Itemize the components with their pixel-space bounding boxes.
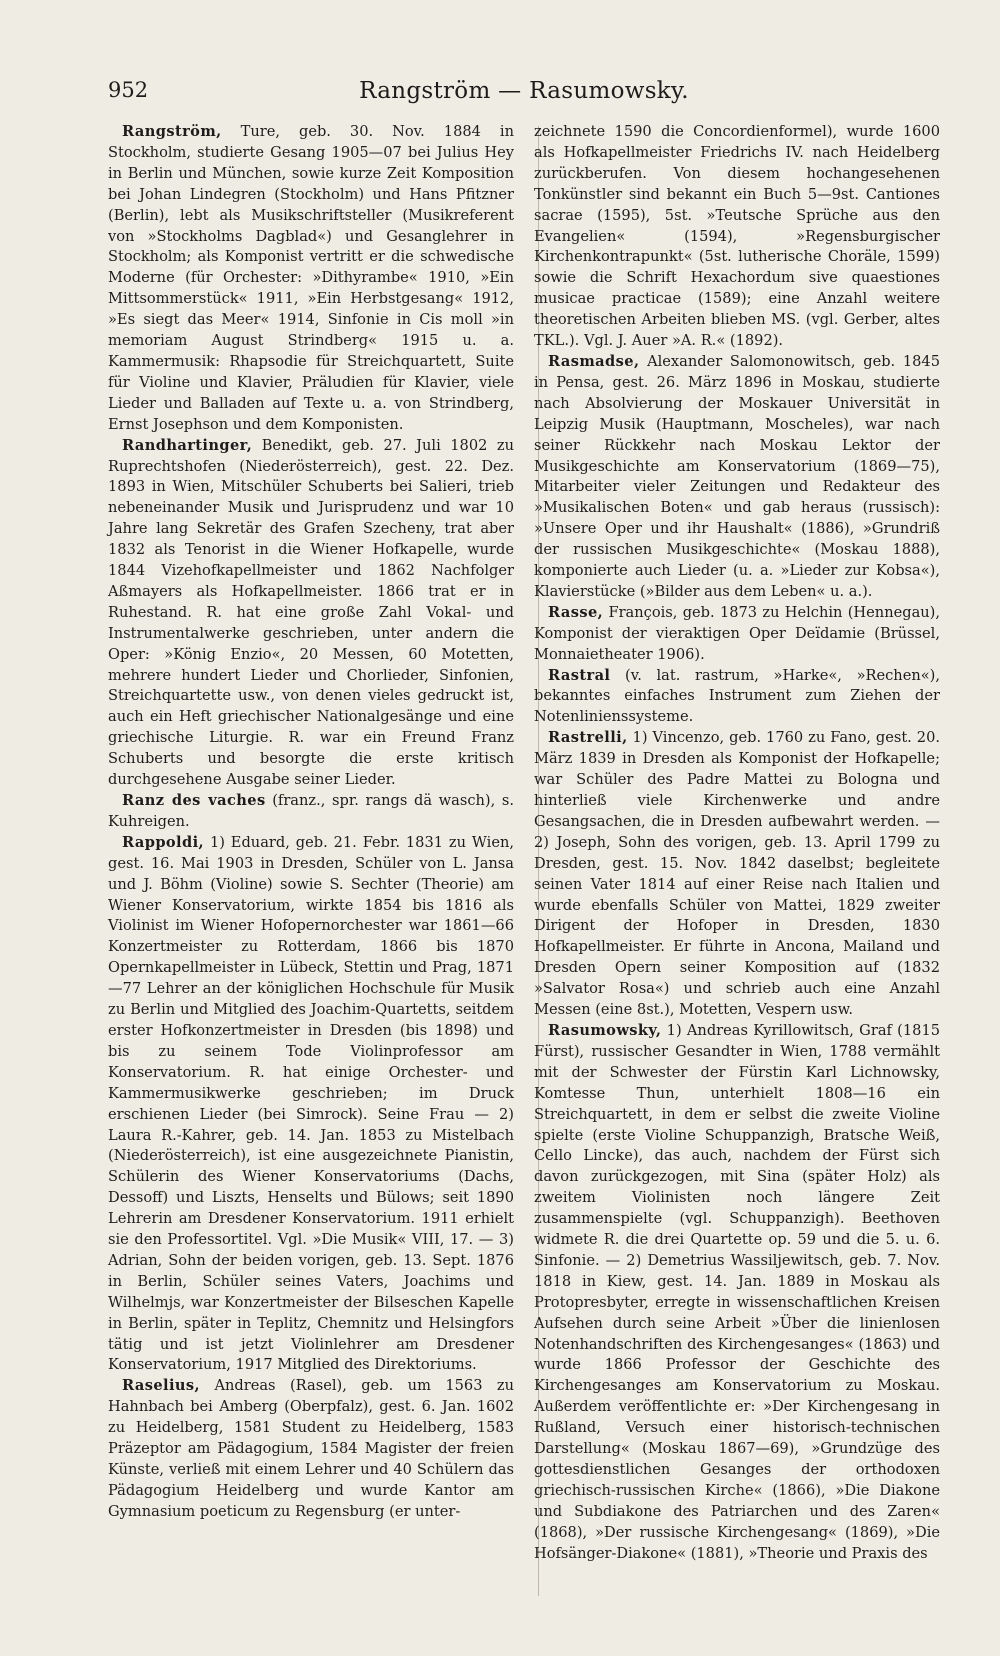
entry-headword: Ranz des vaches [122, 792, 266, 809]
entry-text: (v. lat. rastrum, »Harke«, »Rechen«), bekanntes einfaches Instrument zum Ziehen der Notenlinienssysteme. [534, 666, 941, 726]
dictionary-entry [534, 1021, 940, 1565]
dictionary-entry [108, 1376, 514, 1522]
entry-text: zeichnete 1590 die Concordienformel), wurde 1600 als Hofkapellmeister Friedrichs IV. nach Heidelberg zurückberufen. Von diesem hochangesehenen Tonkünstler sind bekannt ein Buch 5—9st. Cantiones sacrae (1595), 5st. »Teutsche Sprüche aus den Evangelien« (1594), »Regensburgischer Kirchenkontrapunkt« (5st. lutherische Choräle, 1599) sowie die Schrift Hexachordum sive quaestiones musicae practicae (1589); eine Anzahl weitere theoretischen Arbeiten blieben MS. (vgl. Gerber, altes TKL.). Vgl. J. Auer »A. R.« (1892). [534, 123, 940, 350]
dictionary-entry [534, 352, 940, 603]
entry-text: 1) Andreas Kyrillowitsch, Graf (1815 Fürst), russischer Gesandter in Wien, 1788 vermählt mit der Schwester der Fürstin Karl Lichnowsky, Komtesse Thun, unterhielt 1808—16 ein Streichquartett, in dem er selbst die zweite Violine spielte (erste Violine Schuppanzigh, Bratsche Weiß, Cello Lincke), das auch, nachdem der Fürst sich davon zurückgezogen, mit Sina (später Holz) als zweitem Violinisten noch längere Zeit zusammenspielte (vgl. Schuppanzigh). Beethoven widmete R. die drei Quartette op. 59 und die 5. u. 6. Sinfonie. — 2) Demetrius Wassiljewitsch, geb. 7. Nov. 1818 in Kiew, gest. 14. Jan. 1889 in Moskau als Protopresbyter, erregte in wissenschaftlichen Kreisen Aufsehen durch seine Arbeit »Über die linienlosen Notenhandschriften des Kirchengesanges« (1863) und wurde 1866 Professor der Geschichte des Kirchengesanges am Konservatorium zu Moskau. Außerdem veröffentlichte er: »Der Kirchengesang in Rußland, Versuch einer historisch-technischen Darstellung« (Moskau 1867—69), »Grundzüge des gottesdienstlichen Gesanges der orthodoxen griechisch-russischen Kirche« (1866), »Die Diakone und Subdiakone des Patriarchen und des Zaren« (1868), »Der russische Kirchengesang« (1869), »Die Hofsänger-Diakone« (1881), »Theorie und Praxis des [534, 1021, 941, 1562]
page-number: 952 [108, 78, 149, 102]
entry-text: Ture, geb. 30. Nov. 1884 in Stockholm, studierte Gesang 1905—07 bei Julius Hey in Berlin und München, sowie kurze Zeit Komposition bei Johan Lindegren (Stockholm) und Hans Pfitzner (Berlin), lebt als Musikschriftsteller (Musikreferent von »Stockholms Dagblad«) und Gesanglehrer in Stockholm; als Komponist vertritt er die schwedische Moderne (für Orchester: »Dithyrambe« 1910, »Ein Mittsommerstück« 1911, »Ein Herbstgesang« 1912, »Es siegt das Meer« 1914, Sinfonie in Cis moll »in memoriam August Strindberg« 1915 u. a. Kammermusik: Rhapsodie für Streichquartett, Suite für Violine und Klavier, Präludien für Klavier, viele Lieder und Balladen auf Texte u. a. von Strindberg, Ernst Josephson und dem Komponisten. [108, 123, 514, 433]
entry-headword: Randhartinger, [122, 436, 253, 454]
entry-text: Andreas (Rasel), geb. um 1563 zu Hahnbach bei Amberg (Oberpfalz), gest. 6. Jan. 1602 zu Heidelberg, 1581 Student zu Heidelberg, 1583 Präzeptor am Pädagogium, 1584 Magister der freien Künste, verließ mit einem Lehrer und 40 Schülern das Pädagogium Heidelberg und wurde Kantor am Gymnasium poeticum zu Regensburg (er unter- [108, 1377, 515, 1520]
dictionary-entry [108, 791, 514, 833]
entry-text: Alexander Salomonowitsch, geb. 1845 in Pensa, gest. 26. März 1896 in Moskau, studierte nach Absolvierung der Moskauer Universität in Leipzig Musik (Hauptmann, Moscheles), war nach seiner Rückkehr nach Moskau Lektor der Musikgeschichte am Konservatorium (1869—75), Mitarbeiter vieler Zeitungen und Redakteur des »Musikalischen Boten« und gab heraus (russisch): »Unsere Oper und ihr Haushalt« (1886), »Grundriß der russischen Musikgeschichte« (Moskau 1888), komponierte auch Lieder (u. a. »Lieder zur Kobsa«), Klavierstücke (»Bilder aus dem Leben« u. a.). [534, 352, 940, 600]
text-columns [108, 122, 940, 1612]
dictionary-entry [108, 122, 514, 436]
running-head: Rangström — Rasumowsky. [359, 78, 689, 104]
dictionary-entry [534, 728, 940, 1021]
entry-headword: Rastrelli, [548, 729, 628, 747]
entry-text: 1) Eduard, geb. 21. Febr. 1831 zu Wien, gest. 16. Mai 1903 in Dresden, Schüler von L. Jansa und J. Böhm (Violine) sowie S. Sechter (Theorie) am Wiener Konservatorium, wirkte 1854 bis 1816 als Violinist im Wiener Hofopernorchester war 1861—66 Konzertmeister zu Rotterdam, 1866 bis 1870 Opernkapellmeister in Lübeck, Stettin und Prag, 1871—77 Lehrer an der königlichen Hochschule für Musik zu Berlin und Mitglied des Joachim-Quartetts, seitdem erster Hofkonzertmeister in Dresden (bis 1898) und bis zu seinem Tode Violinprofessor am Konservatorium. R. hat einige Orchester- und Kammermusikwerke geschrieben; im Druck erschienen Lieder (bei Simrock). Seine Frau — 2) Laura R.-Kahrer, geb. 14. Jan. 1853 zu Mistelbach (Niederösterreich), ist eine ausgezeichnete Pianistin, Schülerin des Wiener Konservatoriums (Dachs, Dessoff) und Liszts, Henselts und Bülows; seit 1890 Lehrerin am Dresdener Konservatorium. 1911 erhielt sie den Professortitel. Vgl. »Die Musik« VIII, 17. — 3) Adrian, Sohn der beiden vorigen, geb. 13. Sept. 1876 in Berlin, Schüler seines Vaters, Joachims und Wilhelmjs, war Konzertmeister der Bilseschen Kapelle in Berlin, später in Teplitz, Chemnitz und Helsingfors tätig und ist jetzt Violinlehrer am Dresdener Konservatorium, 1917 Mitglied des Direktoriums. [108, 833, 514, 1374]
entry-headword: Rangström, [122, 123, 222, 140]
continued-entry [534, 122, 940, 352]
entry-headword: Rasse, [548, 603, 604, 621]
dictionary-entry [108, 833, 514, 1377]
dictionary-entry [534, 603, 940, 666]
entry-text: (franz., spr. rangs dä wasch), s. Kuhreigen. [108, 792, 515, 830]
right-column [534, 122, 940, 1612]
dictionary-entry [108, 436, 514, 791]
entry-headword: Rasmadse, [548, 352, 640, 370]
entry-headword: Rastral [548, 666, 611, 684]
entry-text: François, geb. 1873 zu Helchin (Hennegau), Komponist der vieraktigen Oper Deïdamie (Brüssel, Monnaietheater 1906). [534, 603, 941, 663]
left-column [108, 122, 514, 1612]
page-header [108, 72, 940, 112]
entry-headword: Rappoldi, [122, 833, 205, 851]
entry-headword: Rasumowsky, [548, 1021, 662, 1039]
entry-text: Benedikt, geb. 27. Juli 1802 zu Ruprechtshofen (Niederösterreich), gest. 22. Dez. 1893 in Wien, Mitschüler Schuberts bei Salieri, trieb nebeneinander Musik und Jurisprudenz und war 10 Jahre lang Sekretär des Grafen Szecheny, trat aber 1832 als Tenorist in die Wiener Hofkapelle, wurde 1844 Vizehofkapellmeister und 1862 Nachfolger Aßmayers als Hofkapellmeister. 1866 trat er in Ruhestand. R. hat eine große Zahl Vokal- und Instrumentalwerke geschrieben, unter andern die Oper: »König Enzio«, 20 Messen, 60 Motetten, mehrere hundert Lieder und Chorlieder, Sinfonien, Streichquartette usw., von denen vieles gedruckt ist, auch ein Heft griechischer Nationalgesänge und eine griechische Liturgie. R. war ein Freund Franz Schuberts und besorgte die erste kritisch durchgesehene Ausgabe seiner Lieder. [108, 436, 514, 789]
entry-headword: Raselius, [122, 1377, 201, 1395]
entry-text: 1) Vincenzo, geb. 1760 zu Fano, gest. 20. März 1839 in Dresden als Komponist der Hofkapelle; war Schüler des Padre Mattei zu Bologna und hinterließ viele Kirchenwerke und andre Gesangsachen, die in Dresden aufbewahrt werden. — 2) Joseph, Sohn des vorigen, geb. 13. April 1799 zu Dresden, gest. 15. Nov. 1842 daselbst; begleitete seinen Vater 1814 auf einer Reise nach Italien und wurde ebenfalls Schüler von Mattei, 1829 zweiter Dirigent der Hofoper in Dresden, 1830 Hofkapellmeister. Er führte in Ancona, Mailand und Dresden Opern seiner Komposition auf (1832 »Salvator Rosa«) und schrieb auch eine Anzahl Messen (eine 8st.), Motetten, Vespern usw. [534, 729, 940, 1019]
dictionary-entry [534, 666, 940, 729]
